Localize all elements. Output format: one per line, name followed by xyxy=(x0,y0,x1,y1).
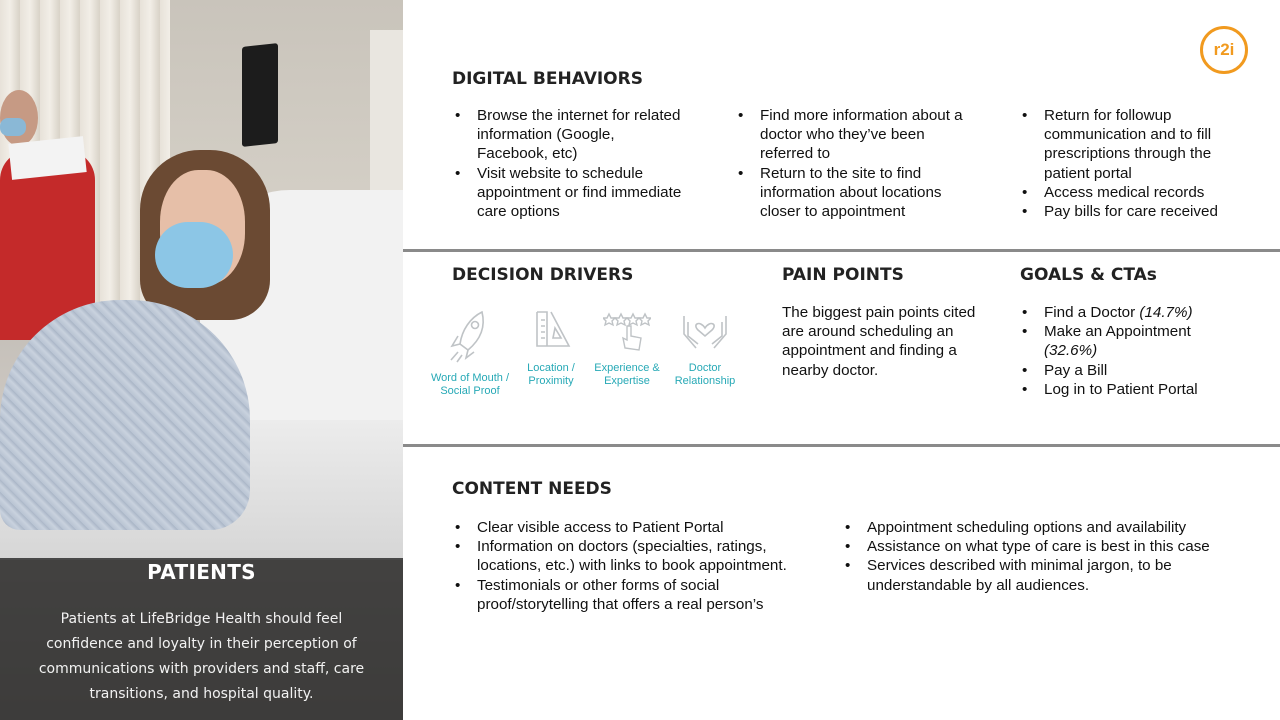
patients-overlay xyxy=(0,558,403,720)
list-item: • Make an Appointment (32.6%) xyxy=(1019,322,1229,360)
list-item: • Testimonials or other forms of social proof/storytelling that offers a real person’s xyxy=(452,576,812,614)
driver-experience xyxy=(592,308,662,388)
driver-word-of-mouth xyxy=(430,308,510,398)
pain-points-heading: PAIN POINTS xyxy=(782,265,904,285)
driver-label: Word of Mouth / Social Proof xyxy=(430,372,510,397)
patient-gown xyxy=(0,300,250,530)
list-item: • Clear visible access to Patient Portal xyxy=(452,518,812,537)
patients-description: Patients at LifeBridge Health should feel confidence and loyalty in their perception of communications with providers and staff, care transitions, and hospital quality. xyxy=(38,611,365,702)
list-item: • Information on doctors (specialties, ratings, locations, etc.) with links to book appointment. xyxy=(452,537,812,575)
section-divider xyxy=(403,249,1280,252)
hands-heart-icon xyxy=(670,308,740,358)
driver-location xyxy=(521,308,581,388)
list-item: • Find more information about a doctor who they’ve been referred to xyxy=(735,106,965,164)
goals-list xyxy=(1019,303,1229,399)
pain-points-text: The biggest pain points cited are around scheduling an appointment and finding a nearby doctor. xyxy=(782,304,976,379)
driver-label: Experience & Expertise xyxy=(594,362,660,387)
door xyxy=(370,30,403,200)
content-needs-col2 xyxy=(842,518,1237,595)
list-item: • Browse the internet for related information (Google, Facebook, etc) xyxy=(452,106,682,164)
list-item: • Return to the site to find information about locations closer to appointment xyxy=(735,164,965,222)
driver-doctor-relationship xyxy=(670,308,740,388)
rocket-icon xyxy=(430,308,510,368)
list-item: • Appointment scheduling options and availability xyxy=(842,518,1237,537)
map-icon xyxy=(521,308,581,358)
digital-behaviors-col2 xyxy=(735,106,965,221)
patient-photo-panel xyxy=(0,0,403,720)
list-item: • Log in to Patient Portal xyxy=(1019,380,1229,399)
list-item: • Assistance on what type of care is best in this case xyxy=(842,537,1237,556)
list-item: • Visit website to schedule appointment or find immediate care options xyxy=(452,164,682,222)
patient-mask xyxy=(155,222,233,288)
driver-label: Location / Proximity xyxy=(527,362,575,387)
content-needs-heading: CONTENT NEEDS xyxy=(452,479,612,499)
list-item: • Access medical records xyxy=(1019,183,1249,202)
stars-hand-icon xyxy=(592,308,662,358)
digital-behaviors-col1 xyxy=(452,106,682,221)
driver-label: Doctor Relationship xyxy=(674,362,736,387)
monitor xyxy=(242,43,278,147)
list-item: • Find a Doctor (14.7%) xyxy=(1019,303,1229,322)
list-item: • Pay bills for care received xyxy=(1019,202,1249,221)
r2i-logo: r2i xyxy=(1200,26,1248,74)
goals-heading: GOALS & CTAs xyxy=(1020,265,1157,285)
decision-drivers-heading: DECISION DRIVERS xyxy=(452,265,634,285)
list-item: • Return for followup communication and to fill prescriptions through the patient portal xyxy=(1019,106,1249,183)
patients-title: PATIENTS xyxy=(147,560,256,584)
list-item: • Pay a Bill xyxy=(1019,361,1229,380)
content-needs-col1 xyxy=(452,518,812,614)
digital-behaviors-col3 xyxy=(1019,106,1249,221)
digital-behaviors-heading: DIGITAL BEHAVIORS xyxy=(452,69,643,89)
section-divider xyxy=(403,444,1280,447)
list-item: • Services described with minimal jargon, to be understandable by all audiences. xyxy=(842,556,1237,594)
